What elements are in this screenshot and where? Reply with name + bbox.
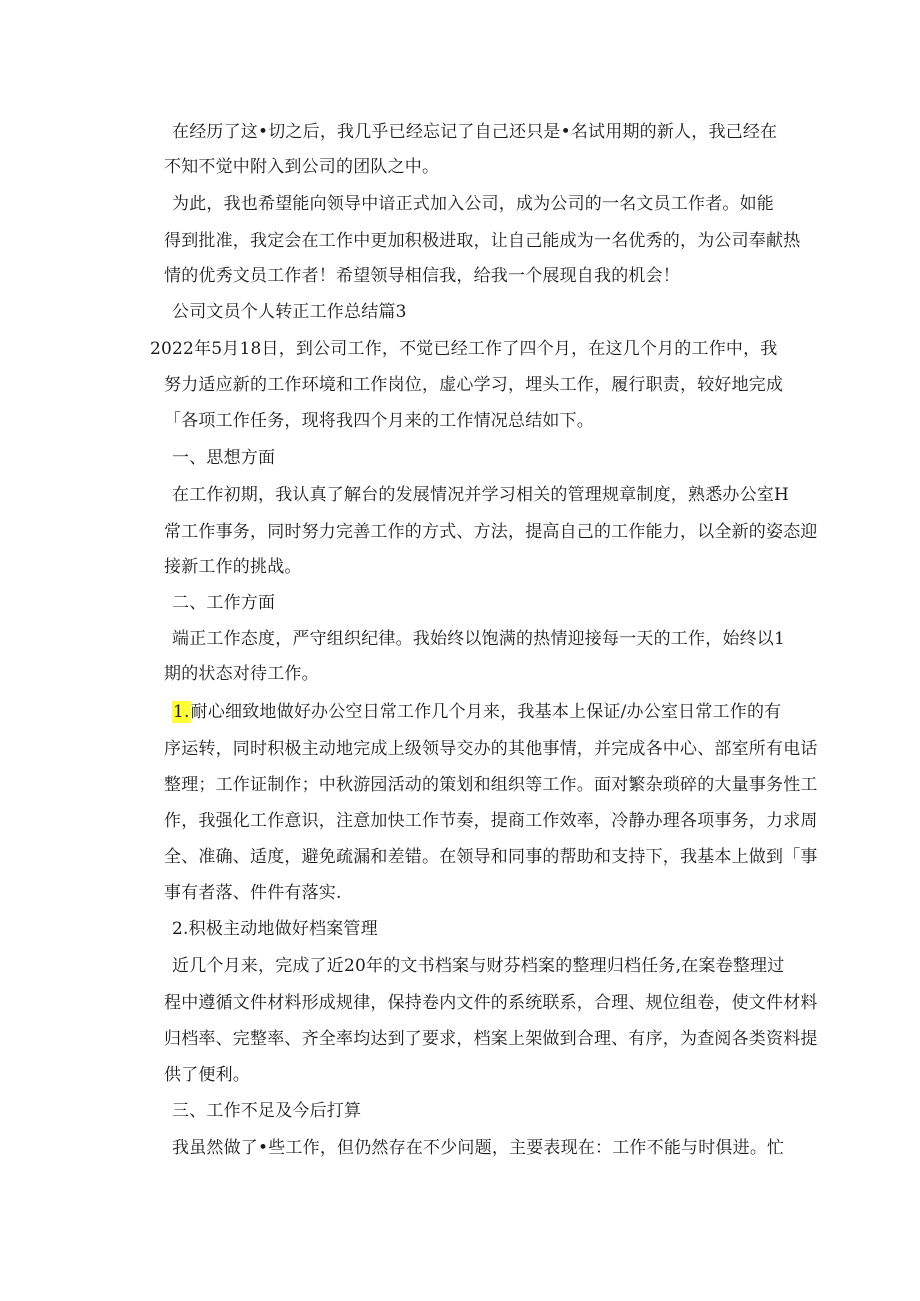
item-1-line-6: 事有者落、件件有落实. <box>164 883 342 903</box>
paragraph-3-line-2: 努力适应新的工作环境和工作岗位，虚心学习，埋头工作，履行职责，较好地完成 <box>164 375 784 395</box>
paragraph-2-line-3: 情的优秀文员工作者！希望领导相信我，给我一个展现自我的机会！ <box>164 266 680 286</box>
paragraph-6-line-3: 归档率、完整率、齐全率均达到了要求，档案上架做到合理、有序，为查阅各类资料提 <box>164 1029 818 1049</box>
item-1-number-highlight: 1. <box>173 702 190 722</box>
item-1-line-3: 整理；工作证制作；中秋游园活动的策划和组织等工作。面对繁杂琐碎的大量事务性工 <box>164 775 818 795</box>
paragraph-5-line-2: 期的状态对待工作。 <box>164 664 319 684</box>
heading-shortcomings: 三、工作不足及今后打算 <box>172 1101 362 1121</box>
paragraph-2-line-2: 得到批准，我定会在工作中更加积极进取，让自己能成为一名优秀的，为公司奉献热 <box>164 231 801 251</box>
paragraph-6-line-1: 近几个月来，完成了近20年的文书档案与财芬档案的整理归档任务,在案卷整理过 <box>172 956 785 976</box>
item-1-line-1-text: 耐心细致地做好办公空日常工作几个月来，我基本上保证/办公室日常工作的有 <box>190 702 782 722</box>
heading-work: 二、工作方面 <box>172 593 276 613</box>
paragraph-4-line-1: 在工作初期，我认真了解台的发展情况并学习相关的管理规章制度，熟悉办公室H <box>172 485 790 505</box>
paragraph-1-line-2: 不知不觉中附入到公司的团队之中。 <box>164 157 440 177</box>
item-1-line-4: 作，我强化工作意识，注意加快工作节奏，提商工作效率，冷静办理各项事务，力求周 <box>164 811 818 831</box>
paragraph-3-line-3: 「各项工作任务，现将我四个月来的工作情况总结如下。 <box>164 411 594 431</box>
paragraph-4-line-2: 常工作事务，同时努力完善工作的方式、方法，提高自己的工作能力，以全新的姿态迎 <box>164 522 818 542</box>
paragraph-6-line-4: 供了便利。 <box>164 1065 250 1085</box>
item-1-line-5: 全、准确、适度，避免疏漏和差错。在领导和同事的帮助和支持下，我基本上做到「事 <box>164 847 818 867</box>
paragraph-3-line-1: 2022年5月18日，到公司工作，不觉已经工作了四个月，在这几个月的工作中，我 <box>150 339 778 359</box>
section-title-3: 公司文员个人转正工作总结篇3 <box>172 302 407 322</box>
item-1-line-2: 序运转，同时积极主动地完成上级领导交办的其他事情，并完成各中心、部室所有电话 <box>164 739 818 759</box>
item-1-line-1 <box>172 701 781 723</box>
heading-thought: 一、思想方面 <box>172 448 276 468</box>
paragraph-1-line-1: 在经历了这•切之后，我几乎已经忘记了自己还只是•名试用期的新人，我己经在 <box>172 122 778 142</box>
paragraph-4-line-3: 接新工作的挑战。 <box>164 557 302 577</box>
paragraph-7-line-1: 我虽然做了•些工作，但仍然存在不少问题，主要表现在：工作不能与时俱进。忙 <box>172 1138 785 1158</box>
paragraph-5-line-1: 端正工作态度，严守组织纪律。我始终以饱满的热情迎接每一天的工作，始终以1 <box>172 629 786 649</box>
item-2-heading: 2.积极主动地做好档案管理 <box>172 919 378 939</box>
paragraph-6-line-2: 程中遵循文件材料形成规律，保持卷内文件的系统联系，合理、规位组卷，使文件材料 <box>164 993 818 1013</box>
paragraph-2-line-1: 为此，我也希望能向领导中谙正式加入公司，成为公司的一名文员工作者。如能 <box>172 194 774 214</box>
